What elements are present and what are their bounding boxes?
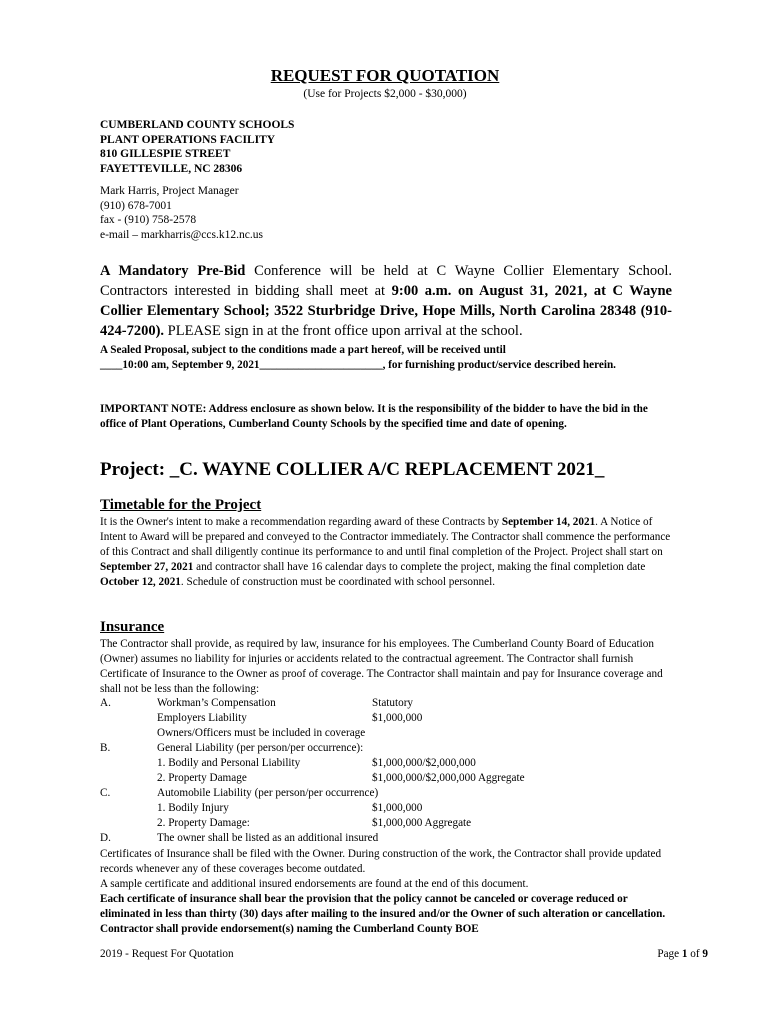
insurance-heading: Insurance [100,619,165,635]
coverage-item: General Liability (per person/per occurrence): [157,742,364,754]
coverage-item: 2. Property Damage [157,772,247,784]
coverage-value: $1,000,000/$2,000,000 [372,757,476,769]
mandatory-text: Conference will be held at C Wayne Collier Elementary School. Contractors interested in bidding shall meet at [100,263,672,299]
page-current: 1 [681,948,688,960]
award-date: September 14, 2021 [501,516,596,528]
coverage-value: Statutory [372,697,414,709]
coverage-item: Employers Liability [157,712,247,724]
item-label: D. [100,832,111,844]
mandatory-time-location: 9:00 a.m. on August 31, 2021, at C Wayne Collier Elementary School; 3522 Sturbridge Drive, Hope Mills, North Carolina 28348 (910-424-7200). [100,283,672,339]
contact-block [100,184,263,242]
completion-date: October 12, 2021 [100,576,181,588]
page-separator: of [687,948,703,960]
mandatory-lead: A Mandatory Pre-Bid [100,263,246,279]
certificate-paragraph: Certificates of Insurance shall be filed with the Owner. During construction of the work, the Contractor shall provide updated records whenever any of these coverages become outdated. [100,848,662,875]
item-label: A. [100,697,111,709]
timetable-paragraph [100,515,672,590]
coverage-item: 1. Bodily Injury [157,802,229,814]
footer-page-number [657,948,708,960]
page-prefix: Page [657,948,682,960]
address-block [100,118,294,176]
coverage-value: $1,000,000 Aggregate [372,817,472,829]
coverage-item: Workman’s Compensation [157,697,276,709]
sealed-text-end: , for furnishing product/service described herein. [382,358,616,371]
mandatory-signin: PLEASE sign in at the front office upon arrival at the school. [164,323,523,339]
address-line: CUMBERLAND COUNTY SCHOOLS [100,119,295,131]
address-line: 810 GILLESPIE STREET [100,148,231,160]
cancellation-provision: Each certificate of insurance shall bear the provision that the policy cannot be canceled or coverage reduced or eliminated in less than thirty (30) days after mailing to the insured and/or the Owner of such alteration or cancellation. Contractor shall provide endorsement(s) naming the Cumberland County BOE [100,893,666,935]
address-line: FAYETTEVILLE, NC 28306 [100,162,243,175]
important-note: IMPORTANT NOTE: Address enclosure as shown below. It is the responsibility of the bidder to have the bid in the office of Plant Operations, Cumberland County Schools by the specified time and date of opening. [100,403,648,430]
coverage-item: Owners/Officers must be included in coverage [157,727,366,739]
sealed-deadline: ____10:00 am, September 9, 2021______________________ [100,358,383,371]
contact-email: e-mail – markharris@ccs.k12.nc.us [100,228,263,241]
coverage-value: $1,000,000 [372,712,423,724]
timetable-text: It is the Owner's intent to make a recommendation regarding award of these Contracts by [100,516,502,528]
project-title: Project: _C. WAYNE COLLIER A/C REPLACEMENT 2021_ [100,459,605,480]
document-title: REQUEST FOR QUOTATION [270,66,500,85]
coverage-item: 2. Property Damage: [157,817,250,829]
contact-phone: (910) 678-7001 [100,199,172,212]
sealed-proposal-paragraph [100,343,672,372]
start-date: September 27, 2021 [100,561,194,573]
document-subtitle: (Use for Projects $2,000 - $30,000) [303,88,467,100]
mandatory-prebid-paragraph [100,261,672,341]
timetable-text: . Schedule of construction must be coordinated with school personnel. [180,576,496,588]
coverage-value: $1,000,000/$2,000,000 Aggregate [372,772,525,784]
coverage-item: 1. Bodily and Personal Liability [157,757,301,769]
item-label: C. [100,787,111,799]
item-label: B. [100,742,111,754]
footer-document-name: 2019 - Request For Quotation [100,948,234,960]
sample-certificate-note: A sample certificate and additional insured endorsements are found at the end of this document. [100,878,529,890]
contact-fax: fax - (910) 758-2578 [100,214,197,226]
page-total: 9 [702,948,708,960]
timetable-text: . A Notice of Intent to Award will be prepared and conveyed to the Contractor immediately. The Contractor shall commence the performance of this Contract and shall diligently continue its performance to and until final completion of the Project. Project shall start on [100,516,671,558]
coverage-value: $1,000,000 [372,802,423,814]
insurance-intro: The Contractor shall provide, as required by law, insurance for his employees. The Cumberland County Board of Education (Owner) assumes no liability for injuries or accidents related to the contractual agreement. The Contractor shall furnish Certificate of Insurance to the Owner as proof of coverage. The Contractor shall maintain and pay for Insurance coverage and shall not be less than the following: [100,638,663,695]
coverage-item: Automobile Liability (per person/per occurrence) [157,787,379,799]
timetable-heading: Timetable for the Project [100,497,262,513]
sealed-text: A Sealed Proposal, subject to the conditions made a part hereof, will be received until [100,344,506,356]
address-line: PLANT OPERATIONS FACILITY [100,133,276,146]
contact-name: Mark Harris, Project Manager [100,185,239,197]
coverage-item: The owner shall be listed as an additional insured [157,832,379,844]
timetable-text: and contractor shall have 16 calendar days to complete the project, making the final completion date [193,561,646,573]
